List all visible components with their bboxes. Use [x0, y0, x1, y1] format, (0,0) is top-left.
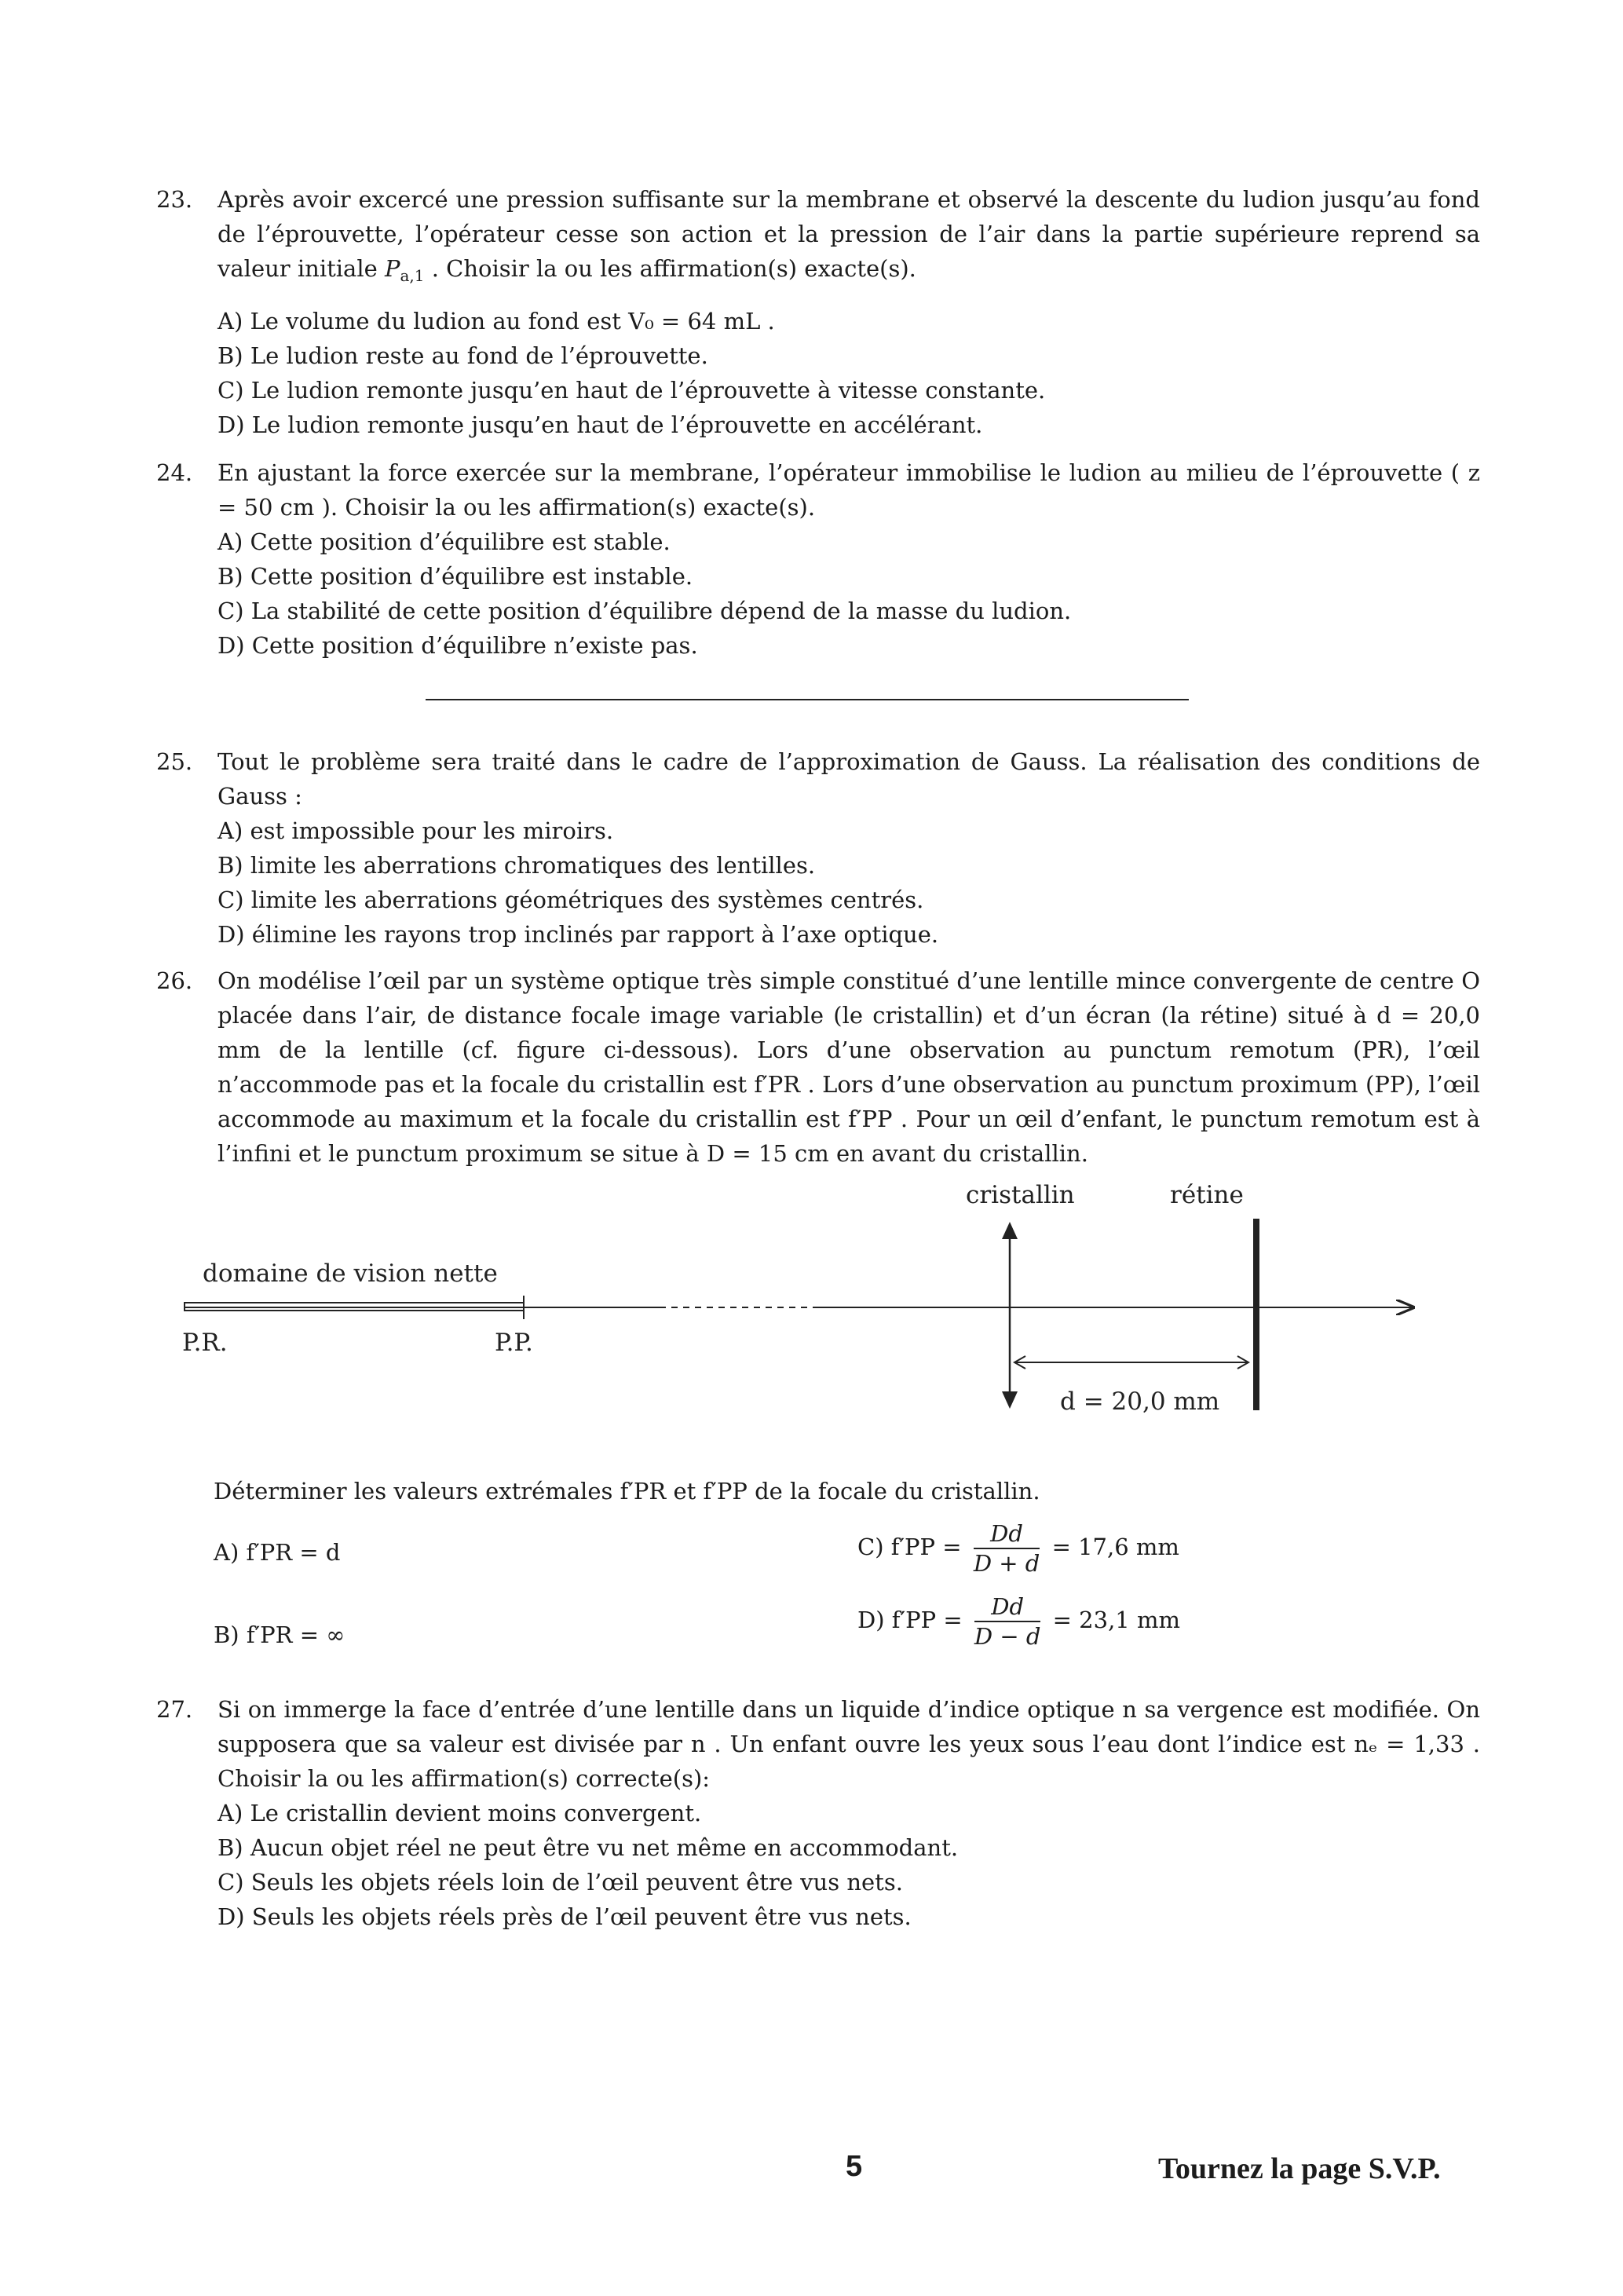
option-c[interactable]: C) Le ludion remonte jusqu’en haut de l’éprouvette à vitesse constante. — [217, 377, 1046, 404]
option-a[interactable]: A) Le cristallin devient moins convergent. — [217, 1800, 702, 1826]
options-list — [217, 813, 1480, 952]
question-number: 25. — [156, 748, 193, 775]
label-retine: rétine — [1170, 1181, 1244, 1209]
question-24 — [156, 455, 1480, 663]
option-d[interactable]: D) Cette position d’équilibre n’existe pas. — [217, 632, 698, 659]
turn-page-note: Tournez la page S.V.P. — [1158, 2152, 1441, 2185]
option-a[interactable]: A) f′PR = d — [214, 1539, 341, 1566]
option-b[interactable]: B) Cette position d’équilibre est instable. — [217, 563, 693, 590]
option-c[interactable]: C) La stabilité de cette position d’équilibre dépend de la masse du ludion. — [217, 598, 1072, 624]
option-b[interactable]: B) Le ludion reste au fond de l’éprouvette. — [217, 342, 708, 369]
question-stem: Tout le problème sera traité dans le cadre de l’approximation de Gauss. La réalisation des conditions de Gauss : — [217, 748, 1480, 810]
label-d: d = 20,0 mm — [1060, 1387, 1220, 1416]
option-b[interactable]: B) f′PR = ∞ — [214, 1621, 345, 1648]
label-domaine: domaine de vision nette — [203, 1260, 498, 1288]
question-27 — [156, 1692, 1480, 1934]
options-list — [217, 1796, 1480, 1934]
option-d[interactable]: D) f′PP = $\frac{Dd}{D - d}$ = 23,1 mm — [857, 1593, 1180, 1650]
question-26 — [156, 963, 1480, 1171]
question-number: 26. — [156, 967, 193, 994]
eye-optics-diagram — [173, 1178, 1460, 1437]
question-number: 23. — [156, 186, 193, 213]
question-number: 27. — [156, 1696, 193, 1723]
option-d[interactable]: D) Seuls les objets réels près de l’œil peuvent être vus nets. — [217, 1903, 912, 1930]
option-c[interactable]: C) limite les aberrations géométriques des systèmes centrés. — [217, 887, 924, 913]
section-divider — [426, 699, 1189, 700]
label-pp: P.P. — [495, 1329, 533, 1357]
option-b[interactable]: B) Aucun objet réel ne peut être vu net même en accommodant. — [217, 1834, 959, 1861]
label-cristallin: cristallin — [966, 1181, 1075, 1209]
fraction: $\frac{Dd}{D + d}$ — [973, 1520, 1040, 1577]
question-23 — [156, 182, 1480, 442]
question-stem: En ajustant la force exercée sur la membrane, l’opérateur immobilise le ludion au milieu de l’éprouvette ( z = 50 cm ). Choisir la ou les affirmation(s) exacte(s). — [217, 459, 1480, 521]
page-number: 5 — [846, 2150, 863, 2183]
option-a[interactable]: A) Le volume du ludion au fond est V₀ = 64 mL . — [217, 308, 775, 335]
option-d[interactable]: D) élimine les rayons trop inclinés par rapport à l’axe optique. — [217, 921, 939, 948]
option-c[interactable]: C) Seuls les objets réels loin de l’œil peuvent être vus nets. — [217, 1869, 903, 1896]
option-a[interactable]: A) Cette position d’équilibre est stable. — [217, 528, 671, 555]
label-pr: P.R. — [182, 1329, 228, 1357]
lens-arrow-bottom-icon — [1002, 1391, 1018, 1409]
determine-instruction: Déterminer les valeurs extrémales f′PR et f′PP de la focale du cristallin. — [214, 1478, 1040, 1504]
option-a[interactable]: A) est impossible pour les miroirs. — [217, 817, 614, 844]
options-list — [217, 304, 1480, 442]
question-stem: Après avoir excercé une pression suffisante sur la membrane et observé la descente du ludion jusqu’au fond de l’éprouvette, l’opérateur cesse son action et la pression de l’air dans la partie supérieure reprend sa valeur initiale $P_{a,1}$ . Choisir la ou les affirmation(s) exacte(s). — [217, 186, 1480, 285]
question-stem: On modélise l’œil par un système optique très simple constitué d’une lentille mince convergente de centre O placée dans l’air, de distance focale image variable (le cristallin) et d’un écran (la rétine) situé à d = 20,0 mm de la lentille (cf. figure ci-dessous). Lors d’une observation au punctum remotum (PR), l’œil n’accommode pas et la focale du cristallin est f′PR . Lors d’une observation au punctum proximum (PP), l’œil accommode au maximum et la focale du cristallin est f′PP . Pour un œil d’enfant, le punctum remotum est à l’infini et le punctum proximum se situe à D = 15 cm en avant du cristallin. — [217, 967, 1480, 1167]
question-25 — [156, 744, 1480, 952]
lens-arrow-top-icon — [1002, 1222, 1018, 1239]
retina-screen — [1253, 1219, 1259, 1410]
option-c[interactable]: C) f′PP = $\frac{Dd}{D + d}$ = 17,6 mm — [857, 1520, 1179, 1577]
question-number: 24. — [156, 459, 193, 486]
fraction: $\frac{Dd}{D - d}$ — [974, 1593, 1041, 1650]
question-stem: Si on immerge la face d’entrée d’une lentille dans un liquide d’indice optique n sa vergence est modifiée. On supposera que sa valeur est divisée par n . Un enfant ouvre les yeux sous l’eau dont l’indice est nₑ = 1,33 . Choisir la ou les affirmation(s) correcte(s): — [217, 1696, 1480, 1792]
options-list — [217, 525, 1480, 663]
option-d[interactable]: D) Le ludion remonte jusqu’en haut de l’éprouvette en accélérant. — [217, 411, 983, 438]
option-b[interactable]: B) limite les aberrations chromatiques des lentilles. — [217, 852, 816, 879]
